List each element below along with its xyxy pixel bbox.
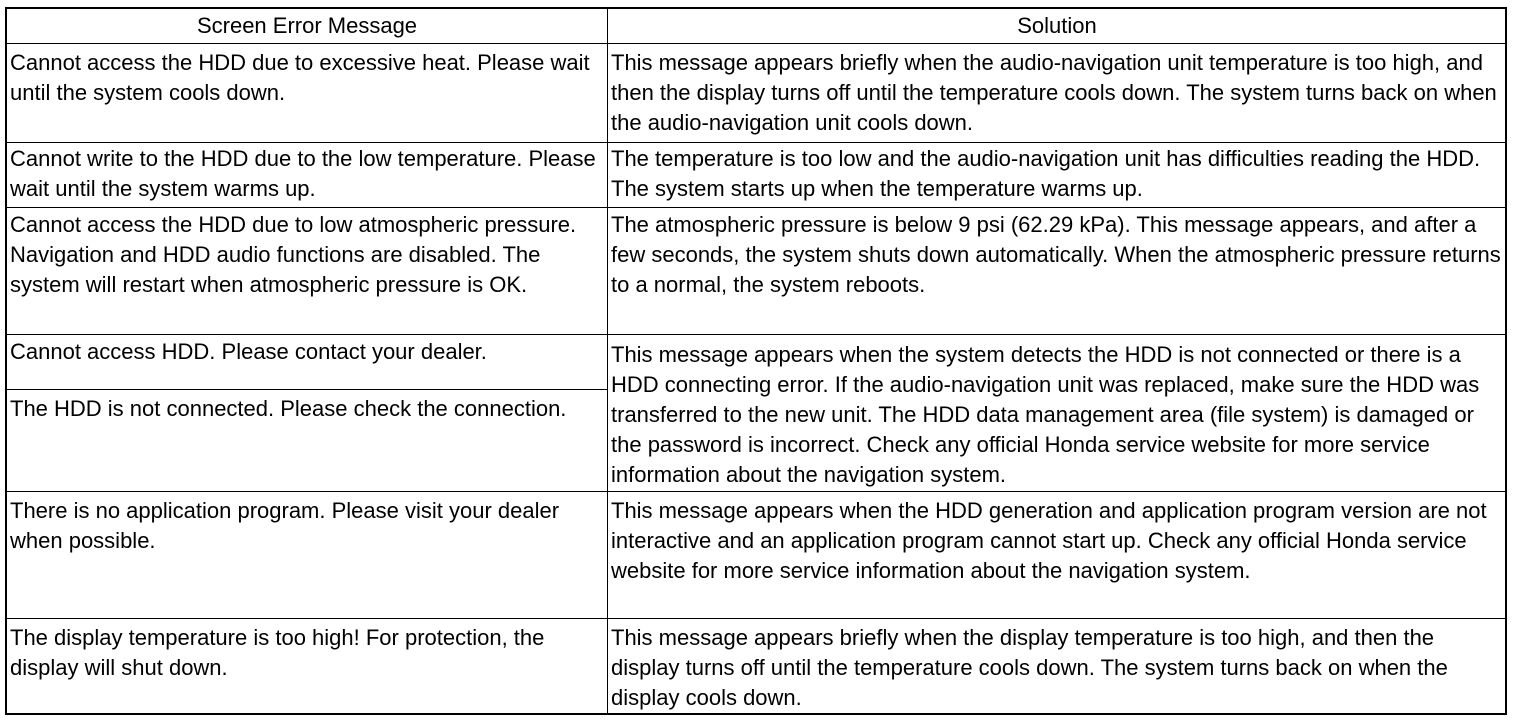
solution-cell: The temperature is too low and the audio-navigation unit has difficulties reading the HDD. The system starts up when the temperature warms up.: [611, 146, 1481, 201]
error-message-cell: Cannot access the HDD due to low atmospheric pressure. Navigation and HDD audio functions are disabled. The system will restart when atmospheric pressure is OK.: [10, 212, 577, 297]
error-message-cell: There is no application program. Please visit your dealer when possible.: [10, 498, 560, 553]
error-message-table: [5, 7, 1507, 715]
solution-cell: This message appears when the HDD generation and application program version are not interactive and an application program cannot start up. Check any official Honda service website for more service information about the navigation system.: [611, 498, 1487, 583]
error-message-cell: The HDD is not connected. Please check the connection.: [10, 396, 567, 421]
row-divider: [7, 389, 607, 390]
row-divider: [7, 43, 1505, 44]
solution-cell: The atmospheric pressure is below 9 psi (62.29 kPa). This message appears, and after a few seconds, the system shuts down automatically. When the atmospheric pressure returns to a normal, the system reboots.: [611, 212, 1501, 297]
solution-cell: This message appears when the system detects the HDD is not connected or there is a HDD connecting error. If the audio-navigation unit was replaced, make sure the HDD was transferred to the new unit. The HDD data management area (file system) is damaged or the password is incorrect. Check any official Honda service website for more service information about the navigation system.: [611, 342, 1480, 487]
row-divider: [7, 334, 1505, 335]
row-divider: [7, 618, 1505, 619]
solution-cell: This message appears briefly when the audio-navigation unit temperature is too high, and then the display turns off until the temperature cools down. The system turns back on when the audio-navigation unit cools down.: [611, 50, 1497, 135]
header-screen-error-message: Screen Error Message: [196, 13, 418, 38]
solution-cell: This message appears briefly when the display temperature is too high, and then the display turns off until the temperature cools down. The system turns back on when the display cools down.: [611, 625, 1448, 710]
error-message-cell: Cannot write to the HDD due to the low temperature. Please wait until the system warms up.: [10, 146, 596, 201]
row-divider: [7, 207, 1505, 208]
row-divider: [7, 491, 1505, 492]
header-solution: Solution: [1017, 13, 1097, 38]
row-divider: [7, 142, 1505, 143]
error-message-cell: Cannot access the HDD due to excessive heat. Please wait until the system cools down.: [10, 50, 590, 105]
error-message-cell: Cannot access HDD. Please contact your dealer.: [10, 339, 487, 364]
error-message-cell: The display temperature is too high! For protection, the display will shut down.: [10, 625, 545, 680]
